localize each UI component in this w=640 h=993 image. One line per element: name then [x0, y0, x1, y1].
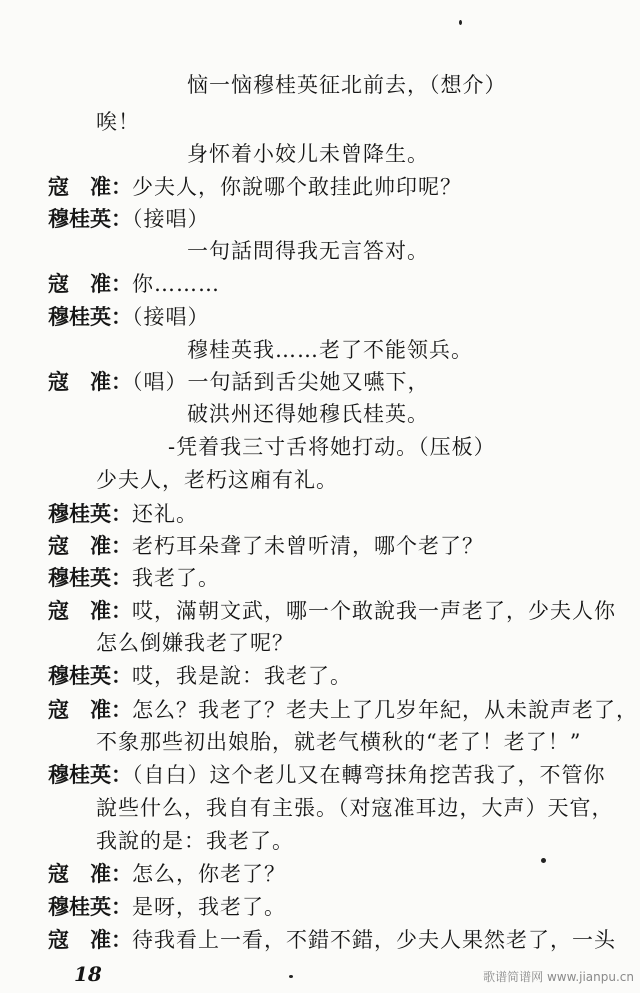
dialogue-line	[48, 174, 462, 200]
text-line	[187, 401, 429, 427]
text-line	[96, 795, 614, 821]
scan-speck	[541, 858, 546, 863]
speaker-label: 穆桂英：	[48, 304, 132, 329]
line-text: 怎么，你老了？	[132, 862, 286, 886]
line-text: 老朽耳朵聋了未曾听清，哪个老了？	[132, 534, 484, 558]
line-text: 身怀着小姣儿未曾降生。	[187, 142, 429, 166]
speaker-label: 寇 准：	[48, 369, 132, 394]
line-text: -凭着我三寸舌将她打动。（压板）	[168, 435, 496, 459]
line-text: 待我看上一看，不錯不錯，少夫人果然老了，一头	[132, 928, 616, 952]
speaker-label: 寇 准：	[48, 271, 132, 296]
dialogue-line	[48, 927, 616, 953]
speaker-label: 寇 准：	[48, 598, 132, 623]
speaker-label: 穆桂英：	[48, 565, 132, 590]
line-text: 怎么？我老了？老夫上了几岁年紀，从未說声老了，	[132, 698, 638, 722]
dialogue-line	[48, 271, 220, 297]
line-text: 不象那些初出娘胎，就老气横秋的“老了！老了！”	[96, 730, 582, 754]
line-text: 說些什么，我自有主張。（对寇准耳边，大声）天官，	[96, 796, 614, 820]
speaker-label: 寇 准：	[48, 861, 132, 886]
speaker-label: 寇 准：	[48, 697, 132, 722]
speaker-label: 寇 准：	[48, 533, 132, 558]
dialogue-line	[48, 206, 210, 232]
line-text: 破洪州还得她穆氏桂英。	[187, 402, 429, 426]
dialogue-line	[48, 697, 638, 723]
line-text: （自白）这个老儿又在轉弯抹角挖苦我了，不管你	[132, 763, 606, 787]
line-text: 少夫人，老朽这廂有礼。	[96, 468, 338, 492]
scan-speck	[459, 20, 462, 25]
page-number: 18	[74, 962, 102, 986]
dialogue-line	[48, 762, 606, 788]
dialogue-line	[48, 894, 286, 920]
line-text: （唱）一句話到舌尖她又嚥下，	[132, 370, 430, 394]
speaker-label: 寇 准：	[48, 174, 132, 199]
dialogue-line	[48, 304, 210, 330]
text-line	[96, 467, 338, 493]
line-text: 恼一恼穆桂英征北前去，（想介）	[187, 73, 507, 97]
line-text: （接唱）	[132, 305, 210, 329]
watermark: 歌谱简谱网 www.jianpu.cn	[483, 970, 634, 984]
line-text: 一句話問得我无言答对。	[187, 239, 429, 263]
text-line	[96, 109, 140, 135]
dialogue-line	[48, 369, 430, 395]
dialogue-line	[48, 565, 220, 591]
line-text: 穆桂英我……老了不能领兵。	[187, 338, 473, 362]
text-line	[96, 729, 581, 755]
line-text: 我說的是：我老了。	[96, 829, 294, 853]
speaker-label: 穆桂英：	[48, 894, 132, 919]
line-text: 哎，我是說：我老了。	[132, 664, 352, 688]
text-line	[187, 337, 473, 363]
speaker-label: 寇 准：	[48, 927, 132, 952]
text-line	[187, 141, 429, 167]
dialogue-line	[48, 663, 352, 689]
speaker-label: 穆桂英：	[48, 663, 132, 688]
dialogue-line	[48, 598, 616, 624]
dialogue-line	[48, 861, 286, 887]
line-text: 你………	[132, 272, 220, 296]
dialogue-line	[48, 501, 198, 527]
line-text: 怎么倒嫌我老了呢？	[96, 631, 294, 655]
line-text: 哎，滿朝文武，哪一个敢說我一声老了，少夫人你	[132, 599, 616, 623]
speaker-label: 穆桂英：	[48, 206, 132, 231]
line-text: （接唱）	[132, 207, 210, 231]
speaker-label: 穆桂英：	[48, 762, 132, 787]
text-line	[187, 72, 507, 98]
speaker-label: 穆桂英：	[48, 501, 132, 526]
line-text: 少夫人，你說哪个敢挂此帅印呢？	[132, 175, 462, 199]
scan-speck	[289, 975, 293, 978]
line-text: 我老了。	[132, 566, 220, 590]
line-text: 还礼。	[132, 502, 198, 526]
dialogue-line	[48, 533, 484, 559]
text-line	[96, 630, 294, 656]
line-text: 是呀，我老了。	[132, 895, 286, 919]
text-line	[168, 434, 496, 460]
text-line	[96, 828, 294, 854]
text-line	[187, 238, 429, 264]
line-text: 唉！	[96, 110, 140, 134]
